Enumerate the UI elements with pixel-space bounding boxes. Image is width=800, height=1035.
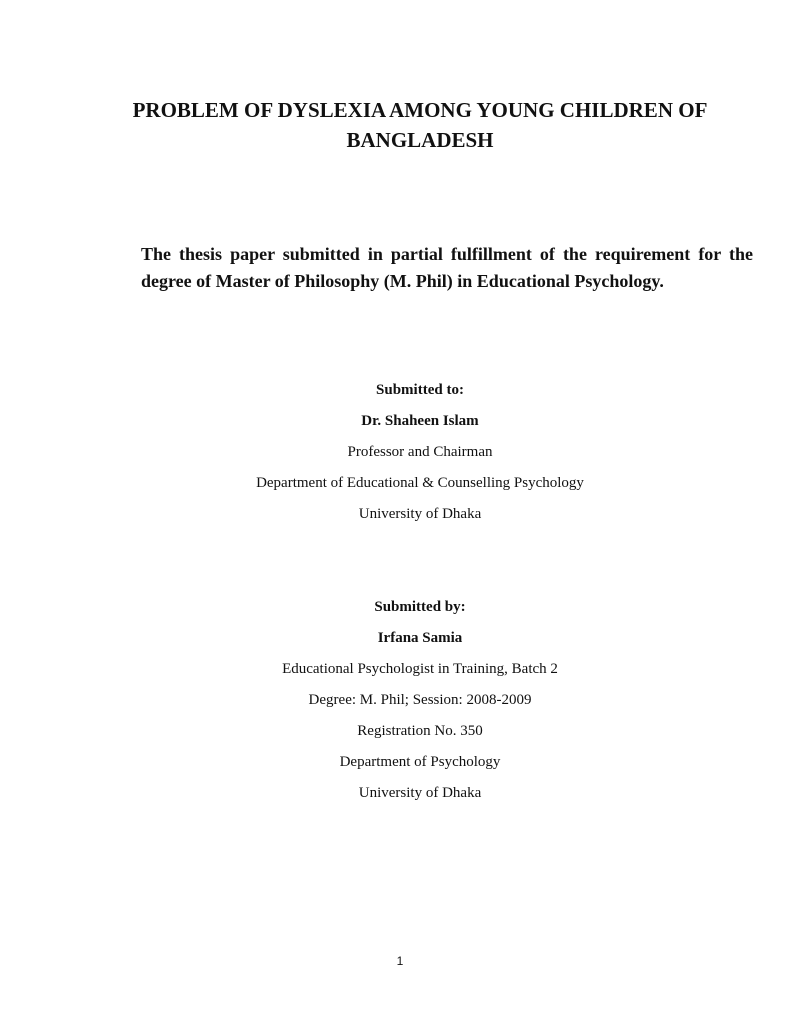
author-registration: Registration No. 350 [357, 723, 483, 739]
supervisor-position: Professor and Chairman [347, 444, 493, 460]
title-line-1: PROBLEM OF DYSLEXIA AMONG YOUNG CHILDREN OF [132, 98, 708, 122]
supervisor-department: Department of Educational & Counselling Psychology [256, 475, 584, 491]
thesis-statement: The thesis paper submitted in partial fulfillment of the requirement for the degree of Master of Philosophy (M. Phil) in Educational Psychology. [141, 244, 753, 291]
author-university: University of Dhaka [358, 785, 482, 801]
author-name: Irfana Samia [377, 630, 463, 646]
document-title [120, 95, 720, 155]
submitted-by-block [120, 592, 720, 809]
supervisor-name: Dr. Shaheen Islam [361, 413, 479, 429]
submitted-to-heading: Submitted to: [376, 382, 464, 398]
author-department: Department of Psychology [339, 754, 501, 770]
supervisor-university: University of Dhaka [358, 506, 482, 522]
page-number: 1 [396, 954, 404, 968]
title-line-2: BANGLADESH [346, 128, 494, 152]
author-degree-session: Degree: M. Phil; Session: 2008-2009 [308, 692, 532, 708]
author-role: Educational Psychologist in Training, Batch 2 [282, 661, 558, 677]
submitted-to-block [120, 375, 720, 530]
submitted-by-heading: Submitted by: [374, 599, 466, 615]
